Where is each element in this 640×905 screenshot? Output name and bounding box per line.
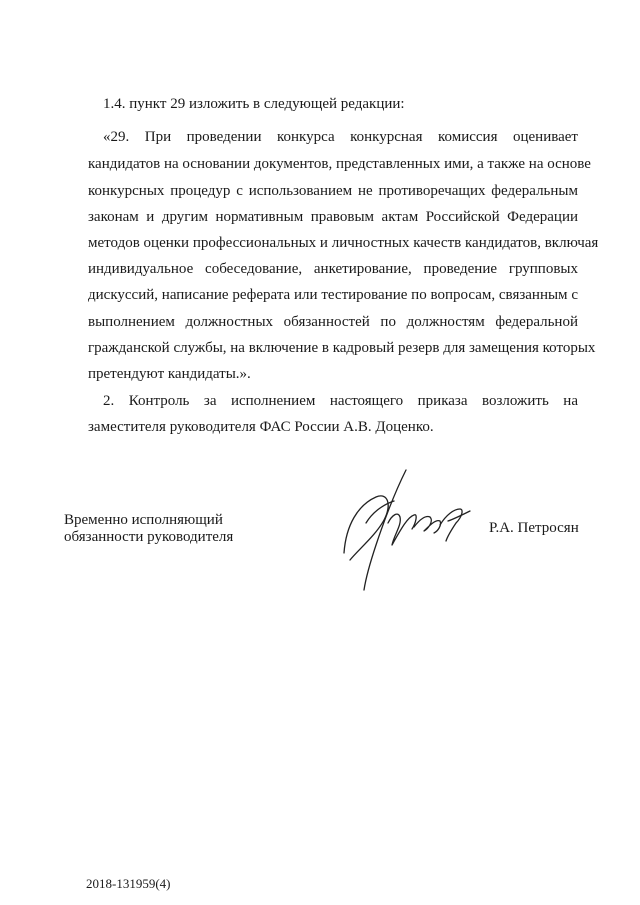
- item-29-line: гражданской службы, на включение в кадровый резерв для замещения которых: [88, 340, 596, 356]
- item-29-line: «29. При проведении конкурса конкурсная комиссия оценивает: [103, 129, 578, 145]
- item-2-line-last: заместителя руководителя ФАС России А.В. Доценко.: [88, 419, 434, 435]
- item-29-line-last: претендуют кандидаты.».: [88, 366, 251, 382]
- document-number: 2018-131959(4): [86, 876, 171, 891]
- item-29-line: кандидатов на основании документов, представленных ими, а также на основе: [88, 156, 591, 172]
- item-29-line: методов оценки профессиональных и личностных качеств кандидатов, включая: [88, 235, 599, 251]
- signatory-role-line: обязанности руководителя: [64, 529, 234, 545]
- item-2-line: 2. Контроль за исполнением настоящего приказа возложить на: [103, 393, 578, 409]
- signatory-name: Р.А. Петросян: [489, 520, 579, 536]
- signatory-role-line: Временно исполняющий: [64, 512, 223, 528]
- item-29-line: конкурсных процедур с использованием не противоречащих федеральным: [88, 183, 578, 199]
- item-29-line: дискуссий, написание реферата или тестирование по вопросам, связанным с: [88, 287, 578, 303]
- item-29-line: выполнением должностных обязанностей по должностям федеральной: [88, 314, 578, 330]
- item-29-line: индивидуальное собеседование, анкетирование, проведение групповых: [88, 261, 578, 277]
- item-1-4-heading: 1.4. пункт 29 изложить в следующей редакции:: [103, 96, 405, 112]
- item-29-line: законам и другим нормативным правовым актам Российской Федерации: [88, 209, 578, 225]
- handwritten-signature: [336, 465, 476, 595]
